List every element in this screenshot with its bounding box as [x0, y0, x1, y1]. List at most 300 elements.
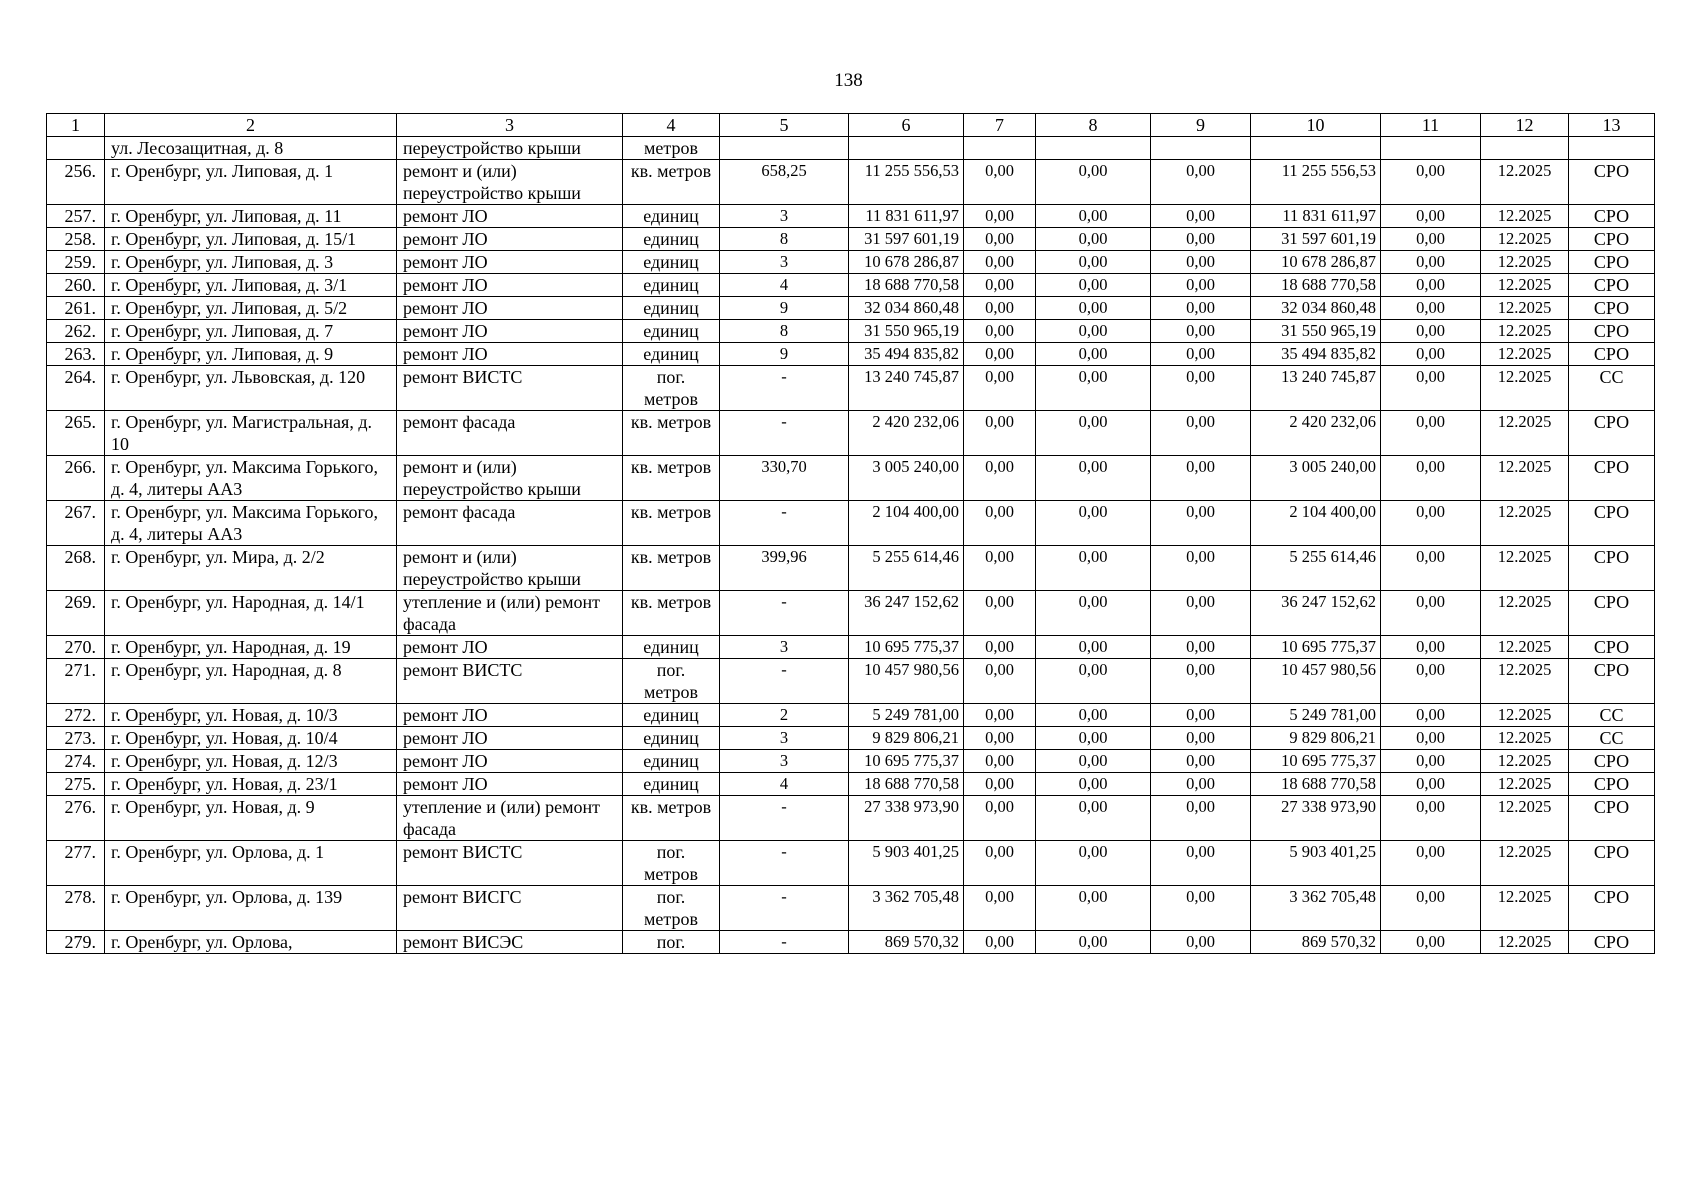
- unit-cell: пог. метров: [623, 886, 720, 931]
- volume-cell: -: [720, 591, 849, 636]
- total-cost-cell: 10 695 775,37: [849, 636, 964, 659]
- address-cell: г. Оренбург, ул. Максима Горького, д. 4, литеры АА3: [105, 456, 397, 501]
- total-cost-cell: 13 240 745,87: [849, 366, 964, 411]
- work-type-cell: утепление и (или) ремонт фасада: [397, 796, 623, 841]
- fund-other-cell: 0,00: [1381, 366, 1481, 411]
- fund-owners-cell: 27 338 973,90: [1251, 796, 1381, 841]
- fund-federal-cell: 0,00: [964, 320, 1036, 343]
- volume-cell: [720, 137, 849, 160]
- total-cost-cell: 35 494 835,82: [849, 343, 964, 366]
- unit-cell: кв. метров: [623, 456, 720, 501]
- deadline-cell: 12.2025: [1481, 160, 1569, 205]
- total-cost-cell: [849, 137, 964, 160]
- row-number-cell: 266.: [47, 456, 105, 501]
- deadline-cell: 12.2025: [1481, 228, 1569, 251]
- fund-owners-cell: 10 695 775,37: [1251, 750, 1381, 773]
- method-cell: СРО: [1569, 841, 1655, 886]
- table-row: [47, 274, 1655, 297]
- unit-cell: метров: [623, 137, 720, 160]
- table-row: [47, 773, 1655, 796]
- volume-cell: 8: [720, 320, 849, 343]
- fund-regional-cell: 0,00: [1036, 251, 1151, 274]
- work-type-cell: ремонт ЛО: [397, 228, 623, 251]
- fund-federal-cell: 0,00: [964, 366, 1036, 411]
- row-number-cell: 268.: [47, 546, 105, 591]
- column-number-header: [47, 114, 1655, 137]
- work-type-cell: ремонт ЛО: [397, 274, 623, 297]
- fund-regional-cell: 0,00: [1036, 228, 1151, 251]
- fund-federal-cell: 0,00: [964, 343, 1036, 366]
- fund-local-cell: 0,00: [1151, 727, 1251, 750]
- work-type-cell: ремонт ЛО: [397, 750, 623, 773]
- deadline-cell: 12.2025: [1481, 343, 1569, 366]
- method-cell: СРО: [1569, 636, 1655, 659]
- volume-cell: 4: [720, 274, 849, 297]
- total-cost-cell: 36 247 152,62: [849, 591, 964, 636]
- fund-regional-cell: 0,00: [1036, 343, 1151, 366]
- fund-federal-cell: 0,00: [964, 251, 1036, 274]
- method-cell: СС: [1569, 366, 1655, 411]
- total-cost-cell: 18 688 770,58: [849, 773, 964, 796]
- row-number-cell: 258.: [47, 228, 105, 251]
- row-number-cell: 256.: [47, 160, 105, 205]
- fund-regional-cell: 0,00: [1036, 160, 1151, 205]
- deadline-cell: 12.2025: [1481, 546, 1569, 591]
- row-number-cell: 271.: [47, 659, 105, 704]
- column-number-7: 7: [964, 114, 1036, 137]
- total-cost-cell: 9 829 806,21: [849, 727, 964, 750]
- fund-other-cell: 0,00: [1381, 636, 1481, 659]
- table-row: [47, 659, 1655, 704]
- fund-regional-cell: 0,00: [1036, 727, 1151, 750]
- table-row: [47, 160, 1655, 205]
- fund-federal-cell: 0,00: [964, 659, 1036, 704]
- fund-owners-cell: 3 005 240,00: [1251, 456, 1381, 501]
- fund-regional-cell: 0,00: [1036, 366, 1151, 411]
- table-row: [47, 750, 1655, 773]
- table-row: [47, 205, 1655, 228]
- fund-regional-cell: 0,00: [1036, 205, 1151, 228]
- fund-other-cell: 0,00: [1381, 704, 1481, 727]
- volume-cell: 658,25: [720, 160, 849, 205]
- work-type-cell: ремонт и (или) переустройство крыши: [397, 546, 623, 591]
- column-number-8: 8: [1036, 114, 1151, 137]
- fund-owners-cell: 2 420 232,06: [1251, 411, 1381, 456]
- fund-other-cell: 0,00: [1381, 727, 1481, 750]
- fund-local-cell: 0,00: [1151, 366, 1251, 411]
- fund-local-cell: 0,00: [1151, 205, 1251, 228]
- fund-other-cell: 0,00: [1381, 320, 1481, 343]
- volume-cell: 3: [720, 727, 849, 750]
- volume-cell: 330,70: [720, 456, 849, 501]
- work-type-cell: ремонт ЛО: [397, 297, 623, 320]
- repair-registry-table: [46, 113, 1655, 954]
- fund-owners-cell: 10 678 286,87: [1251, 251, 1381, 274]
- method-cell: СРО: [1569, 160, 1655, 205]
- address-cell: г. Оренбург, ул. Магистральная, д. 10: [105, 411, 397, 456]
- work-type-cell: ремонт ЛО: [397, 343, 623, 366]
- fund-regional-cell: 0,00: [1036, 841, 1151, 886]
- fund-owners-cell: 18 688 770,58: [1251, 773, 1381, 796]
- method-cell: СРО: [1569, 501, 1655, 546]
- fund-regional-cell: [1036, 137, 1151, 160]
- table-row: [47, 636, 1655, 659]
- unit-cell: единиц: [623, 251, 720, 274]
- method-cell: СРО: [1569, 659, 1655, 704]
- fund-federal-cell: 0,00: [964, 750, 1036, 773]
- fund-federal-cell: 0,00: [964, 704, 1036, 727]
- deadline-cell: 12.2025: [1481, 796, 1569, 841]
- fund-regional-cell: 0,00: [1036, 411, 1151, 456]
- work-type-cell: ремонт ВИСГС: [397, 886, 623, 931]
- address-cell: ул. Лесозащитная, д. 8: [105, 137, 397, 160]
- unit-cell: единиц: [623, 750, 720, 773]
- fund-local-cell: 0,00: [1151, 501, 1251, 546]
- fund-local-cell: 0,00: [1151, 636, 1251, 659]
- deadline-cell: 12.2025: [1481, 659, 1569, 704]
- address-cell: г. Оренбург, ул. Липовая, д. 5/2: [105, 297, 397, 320]
- volume-cell: 9: [720, 343, 849, 366]
- table-row: [47, 546, 1655, 591]
- table-row: [47, 366, 1655, 411]
- address-cell: г. Оренбург, ул. Новая, д. 23/1: [105, 773, 397, 796]
- address-cell: г. Оренбург, ул. Липовая, д. 11: [105, 205, 397, 228]
- fund-other-cell: 0,00: [1381, 886, 1481, 931]
- fund-regional-cell: 0,00: [1036, 931, 1151, 954]
- deadline-cell: 12.2025: [1481, 636, 1569, 659]
- deadline-cell: 12.2025: [1481, 320, 1569, 343]
- fund-regional-cell: 0,00: [1036, 546, 1151, 591]
- work-type-cell: ремонт фасада: [397, 501, 623, 546]
- table-row: [47, 456, 1655, 501]
- row-number-cell: 278.: [47, 886, 105, 931]
- total-cost-cell: 5 903 401,25: [849, 841, 964, 886]
- fund-federal-cell: 0,00: [964, 411, 1036, 456]
- row-number-cell: 269.: [47, 591, 105, 636]
- volume-cell: -: [720, 886, 849, 931]
- method-cell: СРО: [1569, 456, 1655, 501]
- deadline-cell: 12.2025: [1481, 501, 1569, 546]
- fund-federal-cell: [964, 137, 1036, 160]
- work-type-cell: утепление и (или) ремонт фасада: [397, 591, 623, 636]
- deadline-cell: 12.2025: [1481, 931, 1569, 954]
- fund-regional-cell: 0,00: [1036, 659, 1151, 704]
- fund-local-cell: 0,00: [1151, 704, 1251, 727]
- work-type-cell: ремонт фасада: [397, 411, 623, 456]
- fund-owners-cell: 9 829 806,21: [1251, 727, 1381, 750]
- address-cell: г. Оренбург, ул. Новая, д. 12/3: [105, 750, 397, 773]
- fund-federal-cell: 0,00: [964, 160, 1036, 205]
- fund-federal-cell: 0,00: [964, 796, 1036, 841]
- unit-cell: единиц: [623, 343, 720, 366]
- volume-cell: 3: [720, 205, 849, 228]
- total-cost-cell: 31 550 965,19: [849, 320, 964, 343]
- fund-other-cell: 0,00: [1381, 228, 1481, 251]
- work-type-cell: ремонт и (или) переустройство крыши: [397, 456, 623, 501]
- volume-cell: -: [720, 366, 849, 411]
- fund-federal-cell: 0,00: [964, 546, 1036, 591]
- fund-local-cell: 0,00: [1151, 931, 1251, 954]
- unit-cell: кв. метров: [623, 796, 720, 841]
- deadline-cell: 12.2025: [1481, 591, 1569, 636]
- fund-local-cell: 0,00: [1151, 546, 1251, 591]
- method-cell: СРО: [1569, 228, 1655, 251]
- address-cell: г. Оренбург, ул. Орлова,: [105, 931, 397, 954]
- table-row: [47, 137, 1655, 160]
- row-number-cell: 264.: [47, 366, 105, 411]
- fund-owners-cell: 2 104 400,00: [1251, 501, 1381, 546]
- method-cell: СРО: [1569, 205, 1655, 228]
- fund-local-cell: 0,00: [1151, 274, 1251, 297]
- row-number-cell: 257.: [47, 205, 105, 228]
- fund-regional-cell: 0,00: [1036, 704, 1151, 727]
- column-number-13: 13: [1569, 114, 1655, 137]
- work-type-cell: ремонт ЛО: [397, 727, 623, 750]
- method-cell: СРО: [1569, 796, 1655, 841]
- total-cost-cell: 3 005 240,00: [849, 456, 964, 501]
- total-cost-cell: 10 695 775,37: [849, 750, 964, 773]
- fund-regional-cell: 0,00: [1036, 796, 1151, 841]
- total-cost-cell: 11 831 611,97: [849, 205, 964, 228]
- total-cost-cell: 31 597 601,19: [849, 228, 964, 251]
- address-cell: г. Оренбург, ул. Максима Горького, д. 4, литеры АА3: [105, 501, 397, 546]
- method-cell: СРО: [1569, 343, 1655, 366]
- method-cell: СРО: [1569, 750, 1655, 773]
- unit-cell: единиц: [623, 704, 720, 727]
- fund-other-cell: 0,00: [1381, 591, 1481, 636]
- table-row: [47, 704, 1655, 727]
- fund-local-cell: 0,00: [1151, 841, 1251, 886]
- fund-other-cell: 0,00: [1381, 411, 1481, 456]
- column-number-2: 2: [105, 114, 397, 137]
- fund-owners-cell: 5 255 614,46: [1251, 546, 1381, 591]
- fund-other-cell: 0,00: [1381, 501, 1481, 546]
- volume-cell: 8: [720, 228, 849, 251]
- volume-cell: -: [720, 411, 849, 456]
- volume-cell: 3: [720, 750, 849, 773]
- fund-federal-cell: 0,00: [964, 205, 1036, 228]
- address-cell: г. Оренбург, ул. Народная, д. 19: [105, 636, 397, 659]
- deadline-cell: 12.2025: [1481, 727, 1569, 750]
- fund-local-cell: 0,00: [1151, 343, 1251, 366]
- table-row: [47, 251, 1655, 274]
- fund-owners-cell: 869 570,32: [1251, 931, 1381, 954]
- work-type-cell: ремонт ЛО: [397, 251, 623, 274]
- deadline-cell: 12.2025: [1481, 886, 1569, 931]
- volume-cell: 4: [720, 773, 849, 796]
- fund-owners-cell: 11 255 556,53: [1251, 160, 1381, 205]
- work-type-cell: ремонт ВИСТС: [397, 659, 623, 704]
- fund-other-cell: 0,00: [1381, 251, 1481, 274]
- address-cell: г. Оренбург, ул. Мира, д. 2/2: [105, 546, 397, 591]
- work-type-cell: ремонт ЛО: [397, 205, 623, 228]
- deadline-cell: 12.2025: [1481, 841, 1569, 886]
- method-cell: СРО: [1569, 591, 1655, 636]
- total-cost-cell: 2 104 400,00: [849, 501, 964, 546]
- table-row: [47, 411, 1655, 456]
- fund-local-cell: 0,00: [1151, 773, 1251, 796]
- fund-local-cell: 0,00: [1151, 886, 1251, 931]
- row-number-cell: 272.: [47, 704, 105, 727]
- volume-cell: -: [720, 841, 849, 886]
- table-row: [47, 343, 1655, 366]
- deadline-cell: 12.2025: [1481, 773, 1569, 796]
- column-number-3: 3: [397, 114, 623, 137]
- row-number-cell: 274.: [47, 750, 105, 773]
- address-cell: г. Оренбург, ул. Липовая, д. 3: [105, 251, 397, 274]
- fund-local-cell: 0,00: [1151, 160, 1251, 205]
- fund-federal-cell: 0,00: [964, 297, 1036, 320]
- address-cell: г. Оренбург, ул. Орлова, д. 139: [105, 886, 397, 931]
- address-cell: г. Оренбург, ул. Липовая, д. 3/1: [105, 274, 397, 297]
- table-row: [47, 228, 1655, 251]
- row-number-cell: 261.: [47, 297, 105, 320]
- volume-cell: 3: [720, 251, 849, 274]
- address-cell: г. Оренбург, ул. Орлова, д. 1: [105, 841, 397, 886]
- fund-other-cell: 0,00: [1381, 796, 1481, 841]
- fund-local-cell: 0,00: [1151, 796, 1251, 841]
- fund-other-cell: 0,00: [1381, 297, 1481, 320]
- unit-cell: единиц: [623, 636, 720, 659]
- deadline-cell: 12.2025: [1481, 297, 1569, 320]
- table-row: [47, 841, 1655, 886]
- fund-owners-cell: 3 362 705,48: [1251, 886, 1381, 931]
- deadline-cell: 12.2025: [1481, 274, 1569, 297]
- work-type-cell: ремонт ЛО: [397, 636, 623, 659]
- address-cell: г. Оренбург, ул. Львовская, д. 120: [105, 366, 397, 411]
- address-cell: г. Оренбург, ул. Липовая, д. 9: [105, 343, 397, 366]
- row-number-cell: 275.: [47, 773, 105, 796]
- fund-local-cell: 0,00: [1151, 297, 1251, 320]
- work-type-cell: ремонт ВИСЭС: [397, 931, 623, 954]
- unit-cell: единиц: [623, 727, 720, 750]
- page-number: 138: [834, 70, 863, 91]
- fund-other-cell: 0,00: [1381, 750, 1481, 773]
- fund-federal-cell: 0,00: [964, 727, 1036, 750]
- method-cell: СРО: [1569, 251, 1655, 274]
- column-number-11: 11: [1381, 114, 1481, 137]
- fund-local-cell: 0,00: [1151, 228, 1251, 251]
- row-number-cell: 265.: [47, 411, 105, 456]
- table-row: [47, 501, 1655, 546]
- fund-regional-cell: 0,00: [1036, 886, 1151, 931]
- fund-local-cell: [1151, 137, 1251, 160]
- volume-cell: -: [720, 501, 849, 546]
- volume-cell: 399,96: [720, 546, 849, 591]
- total-cost-cell: 5 255 614,46: [849, 546, 964, 591]
- fund-other-cell: 0,00: [1381, 205, 1481, 228]
- deadline-cell: 12.2025: [1481, 366, 1569, 411]
- unit-cell: кв. метров: [623, 591, 720, 636]
- unit-cell: пог. метров: [623, 841, 720, 886]
- total-cost-cell: 3 362 705,48: [849, 886, 964, 931]
- fund-federal-cell: 0,00: [964, 636, 1036, 659]
- address-cell: г. Оренбург, ул. Народная, д. 14/1: [105, 591, 397, 636]
- address-cell: г. Оренбург, ул. Липовая, д. 15/1: [105, 228, 397, 251]
- fund-local-cell: 0,00: [1151, 659, 1251, 704]
- fund-federal-cell: 0,00: [964, 274, 1036, 297]
- row-number-cell: 263.: [47, 343, 105, 366]
- fund-federal-cell: 0,00: [964, 228, 1036, 251]
- row-number-cell: 262.: [47, 320, 105, 343]
- fund-federal-cell: 0,00: [964, 931, 1036, 954]
- total-cost-cell: 10 457 980,56: [849, 659, 964, 704]
- method-cell: СРО: [1569, 411, 1655, 456]
- deadline-cell: [1481, 137, 1569, 160]
- unit-cell: кв. метров: [623, 160, 720, 205]
- row-number-cell: 260.: [47, 274, 105, 297]
- total-cost-cell: 32 034 860,48: [849, 297, 964, 320]
- work-type-cell: ремонт ЛО: [397, 320, 623, 343]
- fund-other-cell: 0,00: [1381, 274, 1481, 297]
- deadline-cell: 12.2025: [1481, 411, 1569, 456]
- method-cell: СРО: [1569, 546, 1655, 591]
- row-number-cell: 270.: [47, 636, 105, 659]
- fund-owners-cell: 13 240 745,87: [1251, 366, 1381, 411]
- fund-local-cell: 0,00: [1151, 411, 1251, 456]
- fund-regional-cell: 0,00: [1036, 274, 1151, 297]
- address-cell: г. Оренбург, ул. Липовая, д. 1: [105, 160, 397, 205]
- unit-cell: пог.: [623, 931, 720, 954]
- column-number-10: 10: [1251, 114, 1381, 137]
- method-cell: СРО: [1569, 773, 1655, 796]
- unit-cell: единиц: [623, 320, 720, 343]
- fund-regional-cell: 0,00: [1036, 456, 1151, 501]
- work-type-cell: ремонт ЛО: [397, 773, 623, 796]
- fund-federal-cell: 0,00: [964, 501, 1036, 546]
- fund-owners-cell: 5 903 401,25: [1251, 841, 1381, 886]
- method-cell: СРО: [1569, 320, 1655, 343]
- unit-cell: кв. метров: [623, 411, 720, 456]
- volume-cell: 3: [720, 636, 849, 659]
- fund-regional-cell: 0,00: [1036, 773, 1151, 796]
- method-cell: СС: [1569, 727, 1655, 750]
- address-cell: г. Оренбург, ул. Новая, д. 10/4: [105, 727, 397, 750]
- fund-owners-cell: 10 695 775,37: [1251, 636, 1381, 659]
- deadline-cell: 12.2025: [1481, 205, 1569, 228]
- fund-other-cell: 0,00: [1381, 546, 1481, 591]
- row-number-cell: 277.: [47, 841, 105, 886]
- deadline-cell: 12.2025: [1481, 750, 1569, 773]
- fund-owners-cell: 31 550 965,19: [1251, 320, 1381, 343]
- table-row: [47, 320, 1655, 343]
- column-number-12: 12: [1481, 114, 1569, 137]
- fund-other-cell: [1381, 137, 1481, 160]
- fund-other-cell: 0,00: [1381, 160, 1481, 205]
- unit-cell: единиц: [623, 228, 720, 251]
- fund-other-cell: 0,00: [1381, 456, 1481, 501]
- column-number-9: 9: [1151, 114, 1251, 137]
- total-cost-cell: 2 420 232,06: [849, 411, 964, 456]
- method-cell: СС: [1569, 704, 1655, 727]
- method-cell: СРО: [1569, 886, 1655, 931]
- fund-local-cell: 0,00: [1151, 320, 1251, 343]
- fund-owners-cell: 36 247 152,62: [1251, 591, 1381, 636]
- fund-owners-cell: 31 597 601,19: [1251, 228, 1381, 251]
- deadline-cell: 12.2025: [1481, 251, 1569, 274]
- table-row: [47, 297, 1655, 320]
- row-number-cell: 267.: [47, 501, 105, 546]
- unit-cell: единиц: [623, 205, 720, 228]
- row-number-cell: 279.: [47, 931, 105, 954]
- row-number-cell: 259.: [47, 251, 105, 274]
- fund-federal-cell: 0,00: [964, 591, 1036, 636]
- fund-regional-cell: 0,00: [1036, 320, 1151, 343]
- deadline-cell: 12.2025: [1481, 704, 1569, 727]
- fund-other-cell: 0,00: [1381, 841, 1481, 886]
- column-number-4: 4: [623, 114, 720, 137]
- address-cell: г. Оренбург, ул. Липовая, д. 7: [105, 320, 397, 343]
